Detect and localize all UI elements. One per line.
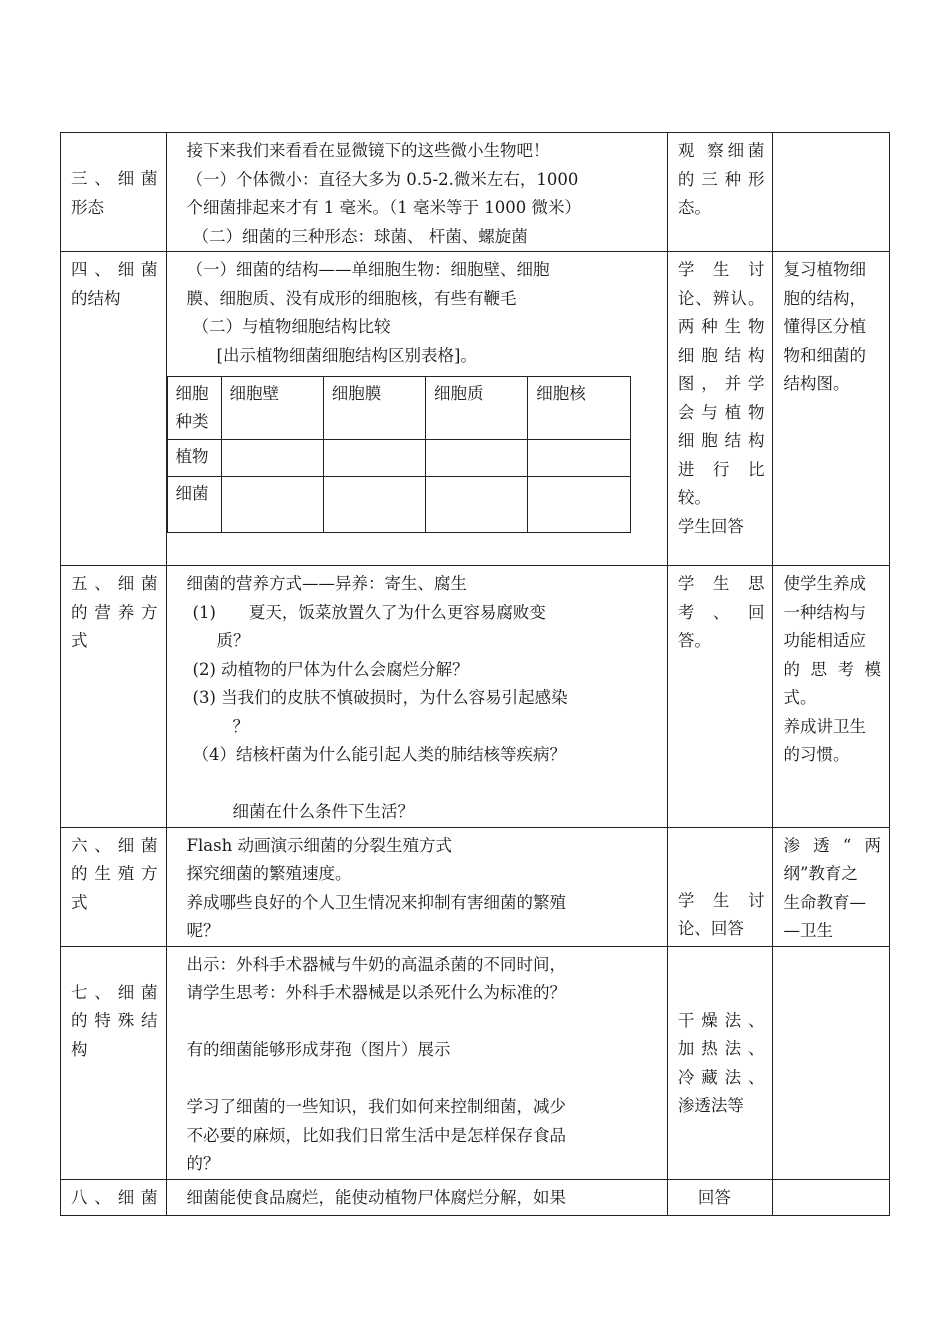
compare-header-cell: 细胞膜 xyxy=(323,377,425,440)
content-line: （一）细菌的结构——单细胞生物：细胞壁、细胞 xyxy=(186,260,550,279)
table-row xyxy=(61,1179,890,1215)
stage-line: 的生殖方 xyxy=(71,864,158,883)
table-row xyxy=(61,133,890,252)
content-line: 有的细菌能够形成芽孢（图片）展示 xyxy=(186,1040,451,1059)
content-cell xyxy=(166,1179,667,1215)
content-line: 细菌能使食品腐烂，能使动植物尸体腐烂分解，如果 xyxy=(186,1187,567,1207)
compare-row xyxy=(167,477,630,533)
student-line: 观 察细菌 xyxy=(677,141,765,160)
stage-line: 构 xyxy=(71,1039,88,1059)
compare-cell xyxy=(426,477,528,533)
compare-header-row xyxy=(167,377,630,440)
student-line: 冷藏法、 xyxy=(677,1067,765,1087)
compare-row xyxy=(167,440,630,477)
content-line: (2) 动植物的尸体为什么会腐烂分解？ xyxy=(192,659,469,679)
content-line: (3) 当我们的皮肤不慎破损时，为什么容易引起感染 xyxy=(192,688,568,707)
stage-line: 六、细菌 xyxy=(71,835,158,855)
student-line: 回答 xyxy=(697,1187,731,1207)
student-cell xyxy=(667,252,773,566)
purpose-cell xyxy=(773,1179,890,1215)
purpose-line: 生命教育— xyxy=(783,892,866,912)
purpose-cell xyxy=(773,133,890,252)
compare-cell xyxy=(323,477,425,533)
student-line: 答。 xyxy=(677,631,711,650)
purpose-cell xyxy=(773,566,890,828)
purpose-line: 的习惯。 xyxy=(783,745,850,764)
purpose-line: 复习植物细 xyxy=(783,260,866,279)
student-line: 干燥法、 xyxy=(677,1010,765,1030)
student-line: 会与植物 xyxy=(677,402,765,422)
stage-line: 五、细菌 xyxy=(71,574,158,593)
content-line: 养成哪些良好的个人卫生情况来抑制有害细菌的繁殖 xyxy=(186,892,567,912)
stage-cell xyxy=(61,946,167,1179)
stage-line: 的营养方 xyxy=(71,602,158,622)
content-line: 出示：外科手术器械与牛奶的高温杀菌的不同时间， xyxy=(186,954,567,974)
student-line: 加热法、 xyxy=(677,1039,765,1058)
content-line: ？ xyxy=(232,716,250,736)
student-line: 渗透法等 xyxy=(677,1096,744,1115)
table-row xyxy=(61,252,890,566)
compare-cell xyxy=(221,477,323,533)
lesson-plan-table xyxy=(60,132,890,1216)
stage-line: 形态 xyxy=(71,197,104,217)
student-line: 较。 xyxy=(677,488,711,507)
student-line: 考、回 xyxy=(677,602,765,622)
purpose-line: 式。 xyxy=(783,688,817,707)
compare-cell: 植物 xyxy=(167,440,221,477)
compare-header-cell: 细胞质 xyxy=(426,377,528,440)
student-line: 学生思 xyxy=(677,574,765,593)
compare-cell: 细菌 xyxy=(167,477,221,533)
student-line: 学生讨 xyxy=(677,890,765,910)
content-line: (1) 夏天，饭菜放置久了为什么更容易腐败变 xyxy=(192,602,546,622)
student-line: 学生回答 xyxy=(677,516,744,536)
purpose-line: 使学生养成 xyxy=(783,574,866,593)
content-line: Flash 动画演示细菌的分裂生殖方式 xyxy=(186,835,452,855)
purpose-line: 胞的结构， xyxy=(783,288,866,308)
content-line: [出示植物细菌细胞结构区别表格]。 xyxy=(216,345,477,365)
content-line: 呢？ xyxy=(186,921,220,940)
content-cell xyxy=(166,946,667,1179)
student-line: 细胞结构 xyxy=(677,431,765,450)
content-line: 的？ xyxy=(186,1154,220,1173)
content-line: 膜、细胞质、没有成形的细胞核，有些有鞭毛 xyxy=(186,288,517,308)
table-row xyxy=(61,566,890,828)
table-row xyxy=(61,946,890,1179)
student-cell xyxy=(667,946,773,1179)
purpose-line: 纲”教育之 xyxy=(783,864,858,883)
content-line: 质？ xyxy=(216,631,250,650)
student-line: 细胞结构 xyxy=(677,345,765,365)
content-line: 不必要的麻烦，比如我们日常生活中是怎样保存食品 xyxy=(186,1125,567,1145)
stage-line: 四、细菌 xyxy=(71,260,158,279)
student-line: 论、辨认。 xyxy=(677,288,765,308)
stage-cell xyxy=(61,252,167,566)
purpose-cell xyxy=(773,827,890,946)
compare-header-cell: 细胞壁 xyxy=(221,377,323,440)
content-line: （二）与植物细胞结构比较 xyxy=(192,317,391,336)
purpose-cell xyxy=(773,252,890,566)
content-line: （4）结核杆菌为什么能引起人类的肺结核等疾病？ xyxy=(192,745,567,764)
content-cell xyxy=(166,827,667,946)
student-line: 论、回答 xyxy=(677,919,744,938)
content-line: 探究细菌的繁殖速度。 xyxy=(186,864,352,883)
content-cell xyxy=(166,252,667,566)
stage-line: 式 xyxy=(71,892,88,912)
compare-cell xyxy=(323,440,425,477)
compare-header-cell: 细胞种类 xyxy=(167,377,221,440)
student-line: 的三种形 xyxy=(677,169,765,189)
stage-cell xyxy=(61,827,167,946)
stage-line: 三、细菌 xyxy=(71,169,158,188)
compare-cell xyxy=(221,440,323,477)
stage-cell xyxy=(61,133,167,252)
student-line: 图，并学 xyxy=(677,374,765,393)
content-cell xyxy=(166,133,667,252)
compare-header-cell: 细胞核 xyxy=(528,377,630,440)
purpose-line: 功能相适应 xyxy=(783,631,866,650)
purpose-line: 一种结构与 xyxy=(783,602,866,622)
student-line: 进行比 xyxy=(677,459,765,479)
content-line xyxy=(177,770,659,799)
content-line: 请学生思考：外科手术器械是以杀死什么为标准的？ xyxy=(186,983,567,1002)
student-cell xyxy=(667,566,773,828)
student-cell xyxy=(667,1179,773,1215)
student-line: 两种生物 xyxy=(677,317,765,336)
purpose-line: 养成讲卫生 xyxy=(783,716,866,736)
content-line xyxy=(177,1008,659,1037)
table-row xyxy=(61,827,890,946)
stage-line: 的特殊结 xyxy=(71,1011,158,1030)
student-line: 学生讨 xyxy=(677,260,765,279)
purpose-line: 渗透“两 xyxy=(783,835,881,855)
content-line: 接下来我们来看看在显微镜下的这些微小生物吧！ xyxy=(186,141,550,160)
stage-line: 七、细菌 xyxy=(71,982,158,1002)
purpose-cell xyxy=(773,946,890,1179)
content-line: （二）细菌的三种形态：球菌、 杆菌、螺旋菌 xyxy=(192,226,528,246)
compare-cell xyxy=(426,440,528,477)
purpose-line: 懂得区分植 xyxy=(783,317,866,336)
student-line: 态。 xyxy=(677,198,711,217)
student-cell xyxy=(667,827,773,946)
content-cell xyxy=(166,566,667,828)
purpose-line: 的思考模 xyxy=(783,659,881,679)
purpose-line: 结构图。 xyxy=(783,374,850,393)
stage-line: 的结构 xyxy=(71,288,121,308)
student-cell xyxy=(667,133,773,252)
stage-cell xyxy=(61,1179,167,1215)
content-line: 个细菌排起来才有 1 毫米。（1 毫米等于 1000 微米） xyxy=(186,198,582,217)
stage-line: 式 xyxy=(71,631,88,650)
content-line: 细菌在什么条件下生活？ xyxy=(232,802,415,821)
compare-cell xyxy=(528,477,630,533)
stage-cell xyxy=(61,566,167,828)
stage-line: 八、细菌 xyxy=(71,1187,158,1207)
content-line: 学习了细菌的一些知识，我们如何来控制细菌，减少 xyxy=(186,1097,567,1116)
content-line: （一）个体微小：直径大多为 0.5-2.微米左右，1000 xyxy=(186,169,579,189)
content-line: 细菌的营养方式——异养：寄生、腐生 xyxy=(186,574,468,593)
content-line xyxy=(177,1065,659,1094)
purpose-line: —卫生 xyxy=(783,921,833,940)
compare-cell xyxy=(528,440,630,477)
purpose-line: 物和细菌的 xyxy=(783,345,866,365)
cell-structure-compare-table xyxy=(167,376,631,533)
